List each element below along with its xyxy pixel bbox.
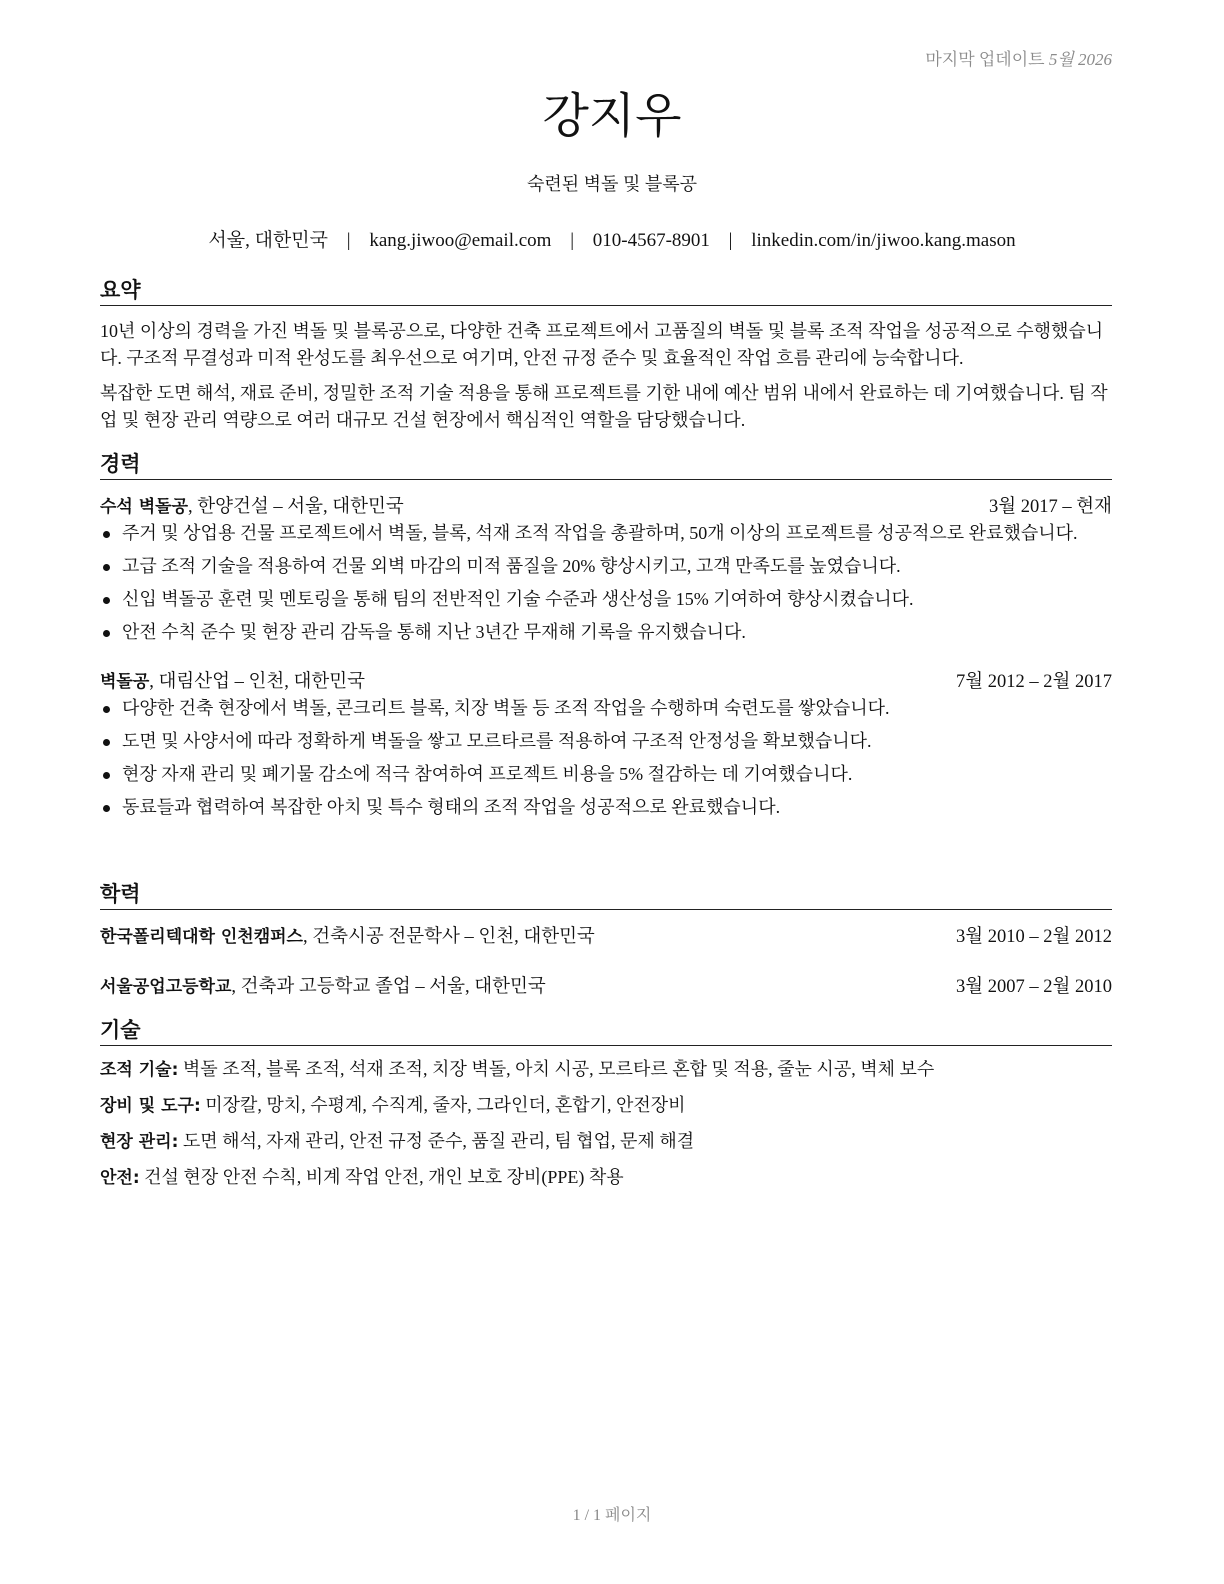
education-school: 한국폴리텍대학 인천캠퍼스 (100, 927, 303, 947)
job-bullet: 현장 자재 관리 및 폐기물 감소에 적극 참여하여 프로젝트 비용을 5% 절감하는 데 기여했습니다. (100, 761, 1112, 788)
skill-line (100, 1160, 1112, 1196)
job-role: 수석 벽돌공 (100, 497, 189, 517)
skill-label: 현장 관리: (100, 1132, 179, 1152)
section-title-skills: 기술 (100, 1016, 1112, 1046)
last-updated (925, 45, 1112, 70)
skill-label: 장비 및 도구: (100, 1096, 201, 1116)
education-school: 서울공업고등학교 (100, 977, 232, 997)
job-bullets (100, 695, 1112, 821)
skill-value: 미장칼, 망치, 수평계, 수직계, 줄자, 그라인더, 혼합기, 안전장비 (200, 1095, 686, 1115)
section-title-experience: 경력 (100, 450, 1112, 480)
education-dates: 3월 2007 – 2월 2010 (956, 977, 1112, 997)
education-detail: , 건축과 고등학교 졸업 – 서울, 대한민국 (231, 977, 546, 997)
education-entry (100, 974, 1112, 1000)
education-entry (100, 924, 1112, 950)
job-bullet: 다양한 건축 현장에서 벽돌, 콘크리트 블록, 치장 벽돌 등 조적 작업을 수행하며 숙련도를 쌓았습니다. (100, 695, 1112, 722)
job-entry (100, 669, 1112, 821)
skill-value: 벽돌 조적, 블록 조적, 석재 조적, 치장 벽돌, 아치 시공, 모르타르 혼합 및 적용, 줄눈 시공, 벽체 보수 (178, 1059, 935, 1079)
contact-separator: | (346, 230, 351, 251)
job-bullet: 신입 벽돌공 훈련 및 멘토링을 통해 팀의 전반적인 기술 수준과 생산성을 15% 기여하여 향상시켰습니다. (100, 586, 1112, 613)
job-bullet: 동료들과 협력하여 복잡한 아치 및 특수 형태의 조적 작업을 성공적으로 완료했습니다. (100, 794, 1112, 821)
experience-section (100, 450, 1112, 821)
summary-paragraph: 10년 이상의 경력을 가진 벽돌 및 블록공으로, 다양한 건축 프로젝트에서 고품질의 벽돌 및 블록 조적 작업을 성공적으로 수행했습니다. 구조적 무결성과 미적 완성도를 최우선으로 여기며, 안전 규정 준수 및 효율적인 작업 흐름 관리에 능숙합니다. (100, 321, 1104, 368)
job-bullet: 주거 및 상업용 건물 프로젝트에서 벽돌, 블록, 석재 조적 작업을 총괄하며, 50개 이상의 프로젝트를 성공적으로 완료했습니다. (100, 520, 1112, 547)
summary-section (100, 276, 1112, 434)
skill-line (100, 1088, 1112, 1124)
job-bullets (100, 520, 1112, 646)
candidate-headline: 숙련된 벽돌 및 블록공 (527, 174, 697, 194)
job-role: 벽돌공 (100, 672, 150, 692)
section-title-summary: 요약 (100, 276, 1112, 306)
skill-label: 조적 기술: (100, 1060, 179, 1080)
section-title-education: 학력 (100, 880, 1112, 910)
contact-separator: | (728, 230, 733, 251)
education-dates: 3월 2010 – 2월 2012 (956, 927, 1112, 947)
job-header (100, 494, 1112, 520)
job-company: , 대림산업 – 인천, 대한민국 (149, 672, 365, 692)
skill-value: 건설 현장 안전 수칙, 비계 작업 안전, 개인 보호 장비(PPE) 착용 (139, 1167, 624, 1187)
job-entry (100, 494, 1112, 646)
job-dates: 7월 2012 – 2월 2017 (956, 672, 1112, 692)
contact-line (0, 225, 1224, 252)
job-dates: 3월 2017 – 현재 (989, 497, 1112, 517)
contact-linkedin[interactable]: linkedin.com/in/jiwoo.kang.mason (751, 230, 1016, 251)
skill-label: 안전: (100, 1168, 140, 1188)
page-number: 1 / 1 페이지 (572, 1507, 652, 1524)
contact-separator: | (570, 230, 574, 251)
skills-section (100, 1016, 1112, 1196)
contact-location: 서울, 대한민국 (208, 230, 328, 251)
contact-phone[interactable]: 010-4567-8901 (592, 230, 710, 251)
skill-line (100, 1052, 1112, 1088)
contact-email[interactable]: kang.jiwoo@email.com (369, 230, 552, 251)
job-company: , 한양건설 – 서울, 대한민국 (188, 497, 404, 517)
job-bullet: 도면 및 사양서에 따라 정확하게 벽돌을 쌓고 모르타르를 적용하여 구조적 안정성을 확보했습니다. (100, 728, 1112, 755)
last-updated-date: 5월 2026 (1048, 50, 1112, 69)
skill-line (100, 1124, 1112, 1160)
last-updated-label: 마지막 업데이트 (925, 50, 1045, 69)
skills-list (100, 1052, 1112, 1196)
job-header (100, 669, 1112, 695)
skill-value: 도면 해석, 자재 관리, 안전 규정 준수, 품질 관리, 팀 협업, 문제 해결 (178, 1131, 695, 1151)
education-section (100, 880, 1112, 1000)
job-bullet: 고급 조적 기술을 적용하여 건물 외벽 마감의 미적 품질을 20% 향상시키고, 고객 만족도를 높였습니다. (100, 553, 1112, 580)
candidate-name: 강지우 (542, 88, 682, 144)
education-detail: , 건축시공 전문학사 – 인천, 대한민국 (302, 927, 595, 947)
summary-paragraph: 복잡한 도면 해석, 재료 준비, 정밀한 조적 기술 적용을 통해 프로젝트를 기한 내에 예산 범위 내에서 완료하는 데 기여했습니다. 팀 작업 및 현장 관리 역량으로 여러 대규모 건설 현장에서 핵심적인 역할을 담당했습니다. (100, 383, 1108, 430)
job-bullet: 안전 수칙 준수 및 현장 관리 감독을 통해 지난 3년간 무재해 기록을 유지했습니다. (100, 619, 1112, 646)
